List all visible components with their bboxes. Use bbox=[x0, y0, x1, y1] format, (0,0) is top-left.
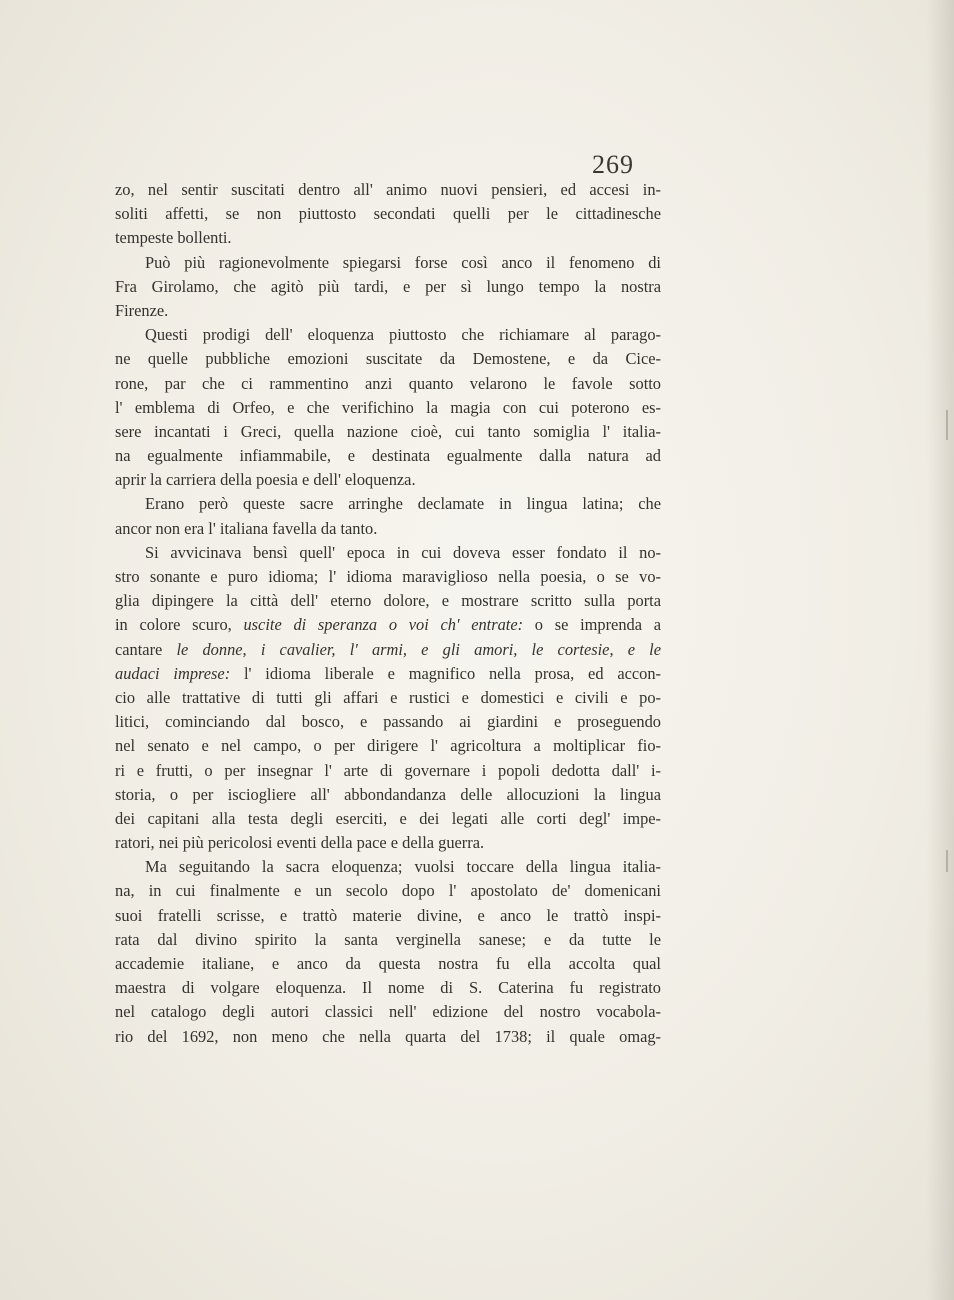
text-line: Può più ragionevolmente spiegarsi forse così anco il fenomeno di bbox=[145, 252, 661, 272]
text-line: Firenze. bbox=[115, 300, 169, 320]
text-line bbox=[115, 638, 661, 662]
text-line: Questi prodigi dell' eloquenza piuttosto che richiamare al parago- bbox=[145, 325, 661, 345]
text-line: rata dal divino spirito la santa verginella sanese; e da tutte le bbox=[115, 929, 661, 949]
text-line: sere incantati i Greci, quella nazione cioè, cui tanto somiglia l' italia- bbox=[115, 421, 661, 441]
text-line: maestra di volgare eloquenza. Il nome di S. Caterina fu registrato bbox=[115, 978, 661, 998]
text-line: l' emblema di Orfeo, e che verifichino la magia con cui poterono es- bbox=[115, 397, 661, 417]
text-line: Fra Girolamo, che agitò più tardi, e per sì lungo tempo la nostra bbox=[115, 276, 661, 296]
text-line: nel catalogo degli autori classici nell' edizione del nostro vocabola- bbox=[115, 1002, 661, 1022]
text-line: ancor non era l' italiana favella da tanto. bbox=[115, 518, 378, 538]
body-text bbox=[115, 178, 661, 1049]
text-line: Erano però queste sacre arringhe declamate in lingua latina; che bbox=[145, 494, 661, 514]
text-line: litici, cominciando dal bosco, e passando ai giardini e proseguendo bbox=[115, 712, 661, 732]
text-line: cio alle trattative di tutti gli affari e rustici e domestici e civili e po- bbox=[115, 687, 661, 707]
text-line: ri e frutti, o per insegnar l' arte di governare i popoli dedotta dall' i- bbox=[115, 760, 661, 780]
text-line bbox=[115, 662, 661, 686]
text-line: suoi fratelli scrisse, e trattò materie divine, e anco le trattò inspi- bbox=[115, 905, 661, 925]
line-text: o se imprenda a bbox=[523, 615, 661, 635]
italic-quote: audaci imprese: bbox=[115, 663, 231, 683]
text-line: dei capitani alla testa degli eserciti, e dei legati alle corti degl' impe- bbox=[115, 808, 661, 828]
text-line: storia, o per isciogliere all' abbondandanza delle allocuzioni la lingua bbox=[115, 784, 661, 804]
line-text: l' idioma liberale e magnifico nella prosa, ed accon- bbox=[230, 663, 661, 683]
text-line: na, in cui finalmente e un secolo dopo l' apostolato de' domenicani bbox=[115, 881, 661, 901]
text-line: Si avvicinava bensì quell' epoca in cui doveva esser fondato il no- bbox=[145, 542, 661, 562]
text-line: zo, nel sentir suscitati dentro all' animo nuovi pensieri, ed accesi in- bbox=[115, 180, 661, 199]
page-edge-mark bbox=[946, 410, 948, 440]
text-line: nel senato e nel campo, o per dirigere l' agricoltura a moltiplicar fio- bbox=[115, 736, 661, 756]
text-line: Ma seguitando la sacra eloquenza; vuolsi toccare della lingua italia- bbox=[145, 857, 661, 877]
text-line: na egualmente infiammabile, e destinata egualmente dalla natura ad bbox=[115, 446, 661, 466]
text-line: soliti affetti, se non piuttosto secondati quelli per le cittadinesche bbox=[115, 204, 661, 224]
text-line bbox=[115, 613, 661, 637]
page-edge-shadow bbox=[926, 0, 954, 1300]
text-line: ratori, nei più pericolosi eventi della pace e della guerra. bbox=[115, 833, 485, 853]
text-line: rone, par che ci rammentino anzi quanto velarono le favole sotto bbox=[115, 373, 661, 393]
text-line: tempeste bollenti. bbox=[115, 228, 232, 248]
line-text: in colore scuro, bbox=[115, 615, 244, 635]
text-line: accademie italiane, e anco da questa nostra fu ella accolta qual bbox=[115, 954, 661, 973]
italic-quote: le donne, i cavalier, l' armi, e gli amori, le cortesie, e le bbox=[176, 639, 661, 659]
line-text: cantare bbox=[115, 639, 177, 659]
page-edge-mark bbox=[946, 850, 948, 872]
text-line: glia dipingere la città dell' eterno dolore, e mostrare scritto sulla porta bbox=[115, 591, 661, 611]
page-number: 269 bbox=[592, 150, 634, 179]
text-line: stro sonante e puro idioma; l' idioma maraviglioso nella poesia, o se vo- bbox=[115, 567, 661, 586]
text-line: ne quelle pubbliche emozioni suscitate da Demostene, e da Cice- bbox=[115, 349, 661, 369]
text-line: aprir la carriera della poesia e dell' eloquenza. bbox=[115, 470, 416, 490]
italic-quote: uscite di speranza o voi ch' entrate: bbox=[243, 615, 524, 635]
text-line: rio del 1692, non meno che nella quarta del 1738; il quale omag- bbox=[115, 1026, 661, 1046]
